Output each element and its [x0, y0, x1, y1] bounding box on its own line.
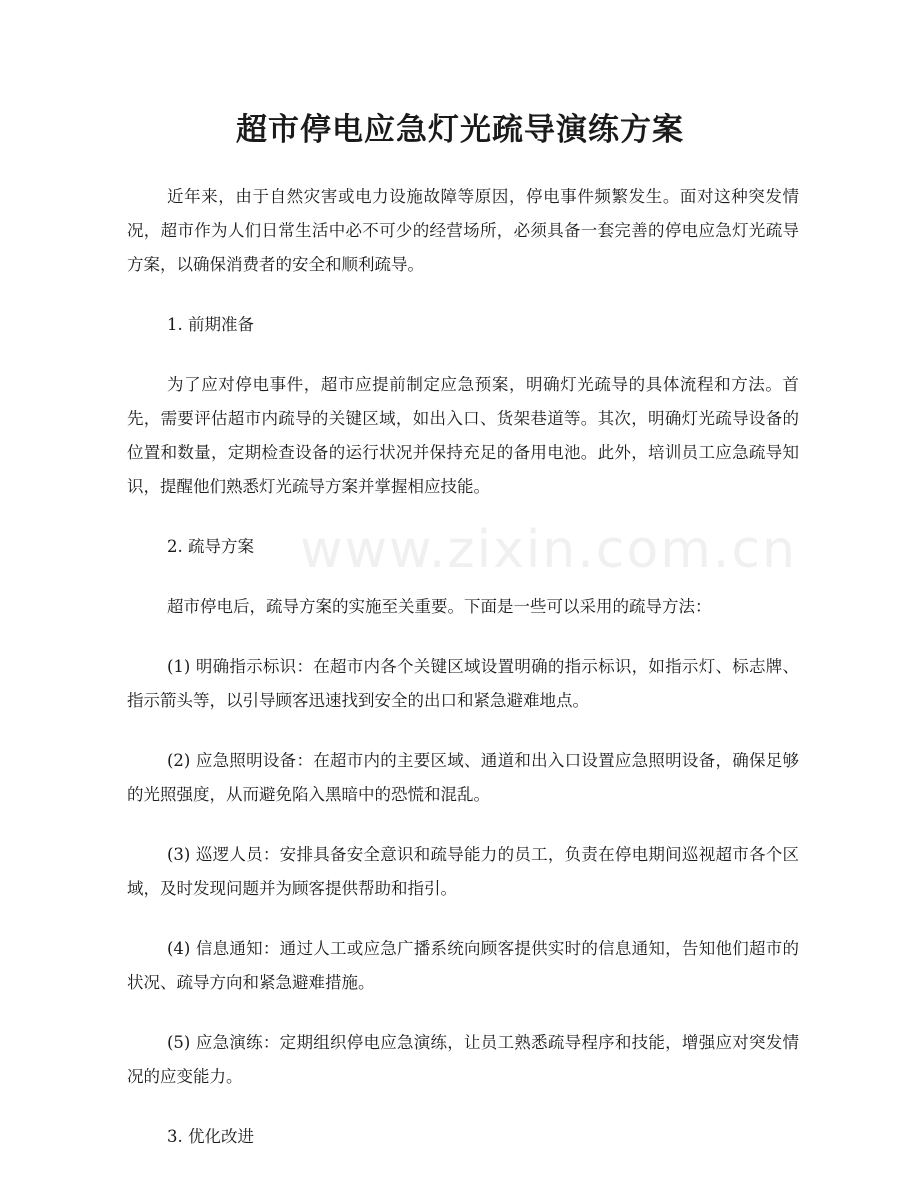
list-item: (1) 明确指示标识：在超市内各个关键区域设置明确的指示标识，如指示灯、标志牌、指示箭头等，以引导顾客迅速找到安全的出口和紧急避难地点。	[127, 657, 799, 710]
watermark: www.zixin.com.cn	[300, 520, 797, 580]
list-item: (3) 巡逻人员：安排具备安全意识和疏导能力的员工，负责在停电期间巡视超市各个区域，及时发现问题并为顾客提供帮助和指引。	[127, 845, 799, 898]
document-body	[127, 180, 799, 1180]
section-body-plan: 超市停电后，疏导方案的实施至关重要。下面是一些可以采用的疏导方法：	[167, 597, 712, 616]
list-item: (5) 应急演练：定期组织停电应急演练，让员工熟悉疏导程序和技能，增强应对突发情况的应变能力。	[127, 1033, 799, 1086]
list-item: (2) 应急照明设备：在超市内的主要区域、通道和出入口设置应急照明设备，确保足够的光照强度，从而避免陷入黑暗中的恐慌和混乱。	[127, 751, 799, 804]
section-heading-plan: 2. 疏导方案	[167, 537, 254, 556]
section-heading-improve: 3. 优化改进	[167, 1127, 254, 1146]
section-body-prep: 为了应对停电事件，超市应提前制定应急预案，明确灯光疏导的具体流程和方法。首先，需要评估超市内疏导的关键区域，如出入口、货架巷道等。其次，明确灯光疏导设备的位置和数量，定期检查设备的运行状况并保持充足的备用电池。此外，培训员工应急疏导知识，提醒他们熟悉灯光疏导方案并掌握相应技能。	[127, 375, 799, 496]
document-title: 超市停电应急灯光疏导演练方案	[236, 112, 684, 148]
section-heading-prep: 1. 前期准备	[167, 315, 254, 334]
list-item: (4) 信息通知：通过人工或应急广播系统向顾客提供实时的信息通知，告知他们超市的状况、疏导方向和紧急避难措施。	[127, 939, 799, 992]
intro-paragraph: 近年来，由于自然灾害或电力设施故障等原因，停电事件频繁发生。面对这种突发情况，超市作为人们日常生活中必不可少的经营场所，必须具备一套完善的停电应急灯光疏导方案，以确保消费者的安全和顺利疏导。	[127, 187, 799, 274]
